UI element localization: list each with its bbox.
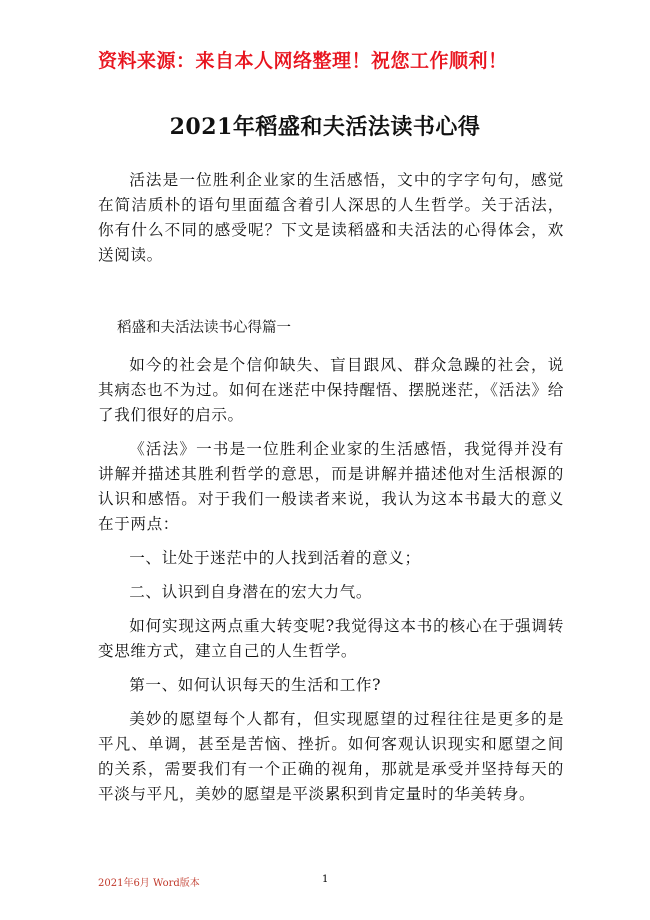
list-point-one: 一、让处于迷茫中的人找到活着的意义；: [129, 549, 421, 567]
body-paragraph: 如今的社会是个信仰缺失、盲目跟风、群众急躁的社会，说其病态也不为过。如何在迷茫中保持醒悟、摆脱迷茫，《活法》给了我们很好的启示。: [98, 356, 564, 424]
document-body: [98, 168, 564, 816]
footer-date-version: 2021年6月 Word版本: [98, 878, 200, 889]
body-paragraph: 如何实现这两点重大转变呢?我觉得这本书的核心在于强调转变思维方式，建立自己的人生哲学。: [98, 617, 564, 660]
source-banner: 资料来源：来自本人网络整理！祝您工作顺利！: [98, 50, 508, 72]
page-footer: [98, 874, 564, 890]
body-paragraph: 《活法》一书是一位胜利企业家的生活感悟，我觉得并没有讲解并描述其胜利哲学的意思，而是讲解并描述他对生活根源的认识和感悟。对于我们一般读者来说，我认为这本书最大的意义在于两点：: [98, 440, 564, 533]
page-number: 1: [322, 874, 329, 885]
body-paragraph: 美妙的愿望每个人都有，但实现愿望的过程往往是更多的是平凡、单调，甚至是苦恼、挫折。如何客观认识现实和愿望之间的关系，需要我们有一个正确的视角，那就是承受并坚持每天的平淡与平凡，美妙的愿望是平淡累积到肯定量时的华美转身。: [98, 710, 564, 803]
list-point-two: 二、认识到自身潜在的宏大力气。: [129, 583, 373, 601]
section-heading: 稻盛和夫活法读书心得篇一: [117, 320, 291, 336]
subheading-paragraph: 第一、如何认识每天的生活和工作?: [129, 676, 382, 694]
intro-paragraph: 活法是一位胜利企业家的生活感悟，文中的字字句句，感觉在简洁质朴的语句里面蕴含着引人深思的人生哲学。关于活法，你有什么不同的感受呢？下文是读稻盛和夫活法的心得体会，欢送阅读。: [98, 171, 564, 264]
document-title: 2021年稻盛和夫活法读书心得: [169, 114, 481, 140]
